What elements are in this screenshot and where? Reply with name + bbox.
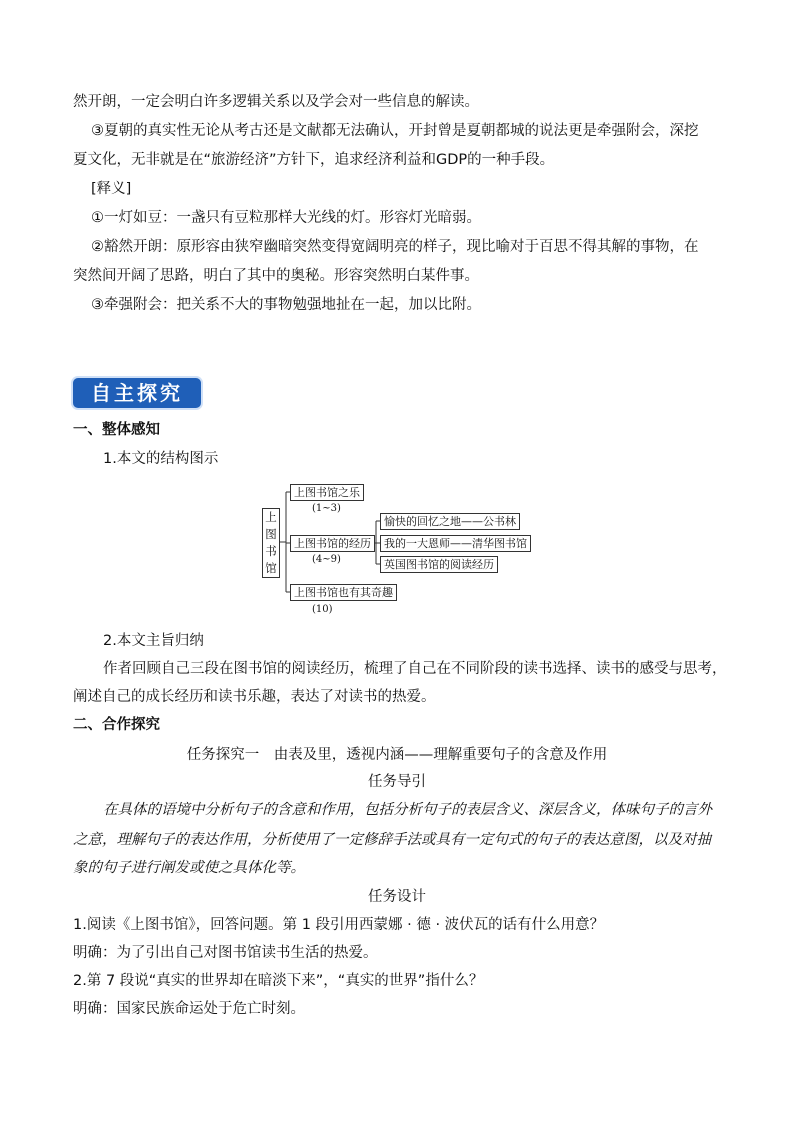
part-heading: 一、整体感知	[73, 422, 160, 438]
glossary-item: ①一灯如豆：一盏只有豆粒那样大光线的灯。形容灯光暗弱。	[91, 210, 481, 226]
text-line: 然开朗，一定会明白许多逻辑关系以及学会对一些信息的解读。	[73, 94, 479, 110]
answer: 明确：国家民族命运处于危亡时刻。	[73, 1001, 305, 1017]
diagram-sub-item: 我的一大恩师——清华图书馆	[380, 535, 531, 552]
root-char: 馆	[265, 561, 277, 575]
diagram-sub-item: 愉快的回忆之地——公书林	[380, 513, 520, 530]
guide-text: 之意，理解句子的表达作用，分析使用了一定修辞手法或具有一定句式的句子的表达意图，以及对抽	[73, 832, 711, 848]
sub-heading: 2.本文主旨归纳	[103, 633, 204, 649]
diagram-branch: 上图书馆也有其奇趣	[290, 584, 397, 601]
diagram-sub-item: 英国图书馆的阅读经历	[380, 556, 498, 573]
diagram-branch: 上图书馆的经历	[290, 535, 375, 552]
diagram-branch-range: (10)	[312, 604, 333, 615]
guide-text: 象的句子进行阐发或使之具体化等。	[73, 860, 305, 876]
section-banner: 自主探究	[73, 378, 201, 408]
task-title: 任务探究一 由表及里，透视内涵——理解重要句子的含意及作用	[186, 747, 608, 763]
root-char: 图	[265, 527, 277, 541]
part-heading: 二、合作探究	[73, 717, 160, 733]
design-heading: 任务设计	[368, 889, 426, 905]
diagram-branch-range: (1~3)	[312, 503, 341, 514]
root-char: 书	[265, 544, 277, 558]
structure-diagram	[250, 476, 550, 621]
diagram-branch: 上图书馆之乐	[290, 484, 364, 501]
text-line: 夏文化，无非就是在“旅游经济”方针下，追求经济利益和GDP的一种手段。	[73, 152, 555, 168]
answer: 明确：为了引出自己对图书馆读书生活的热爱。	[73, 945, 378, 961]
diagram-branch-range: (4~9)	[312, 554, 341, 565]
diagram-root	[262, 508, 280, 578]
guide-text: 在具体的语境中分析句子的含意和作用，包括分析句子的表层含义、深层含义，体味句子的言外	[103, 802, 712, 818]
guide-heading: 任务导引	[368, 774, 426, 790]
text-line: 阐述自己的成长经历和读书乐趣，表达了对读书的热爱。	[73, 689, 436, 705]
text-line: 作者回顾自己三段在图书馆的阅读经历，梳理了自己在不同阶段的读书选择、读书的感受与思考，	[103, 661, 727, 677]
question: 2.第 7 段说“真实的世界却在暗淡下来”，“真实的世界”指什么？	[73, 973, 484, 989]
glossary-item: ③牵强附会：把关系不大的事物勉强地扯在一起，加以比附。	[91, 297, 481, 313]
root-char: 上	[265, 510, 277, 524]
text-line: ③夏朝的真实性无论从考古还是文献都无法确认，开封曾是夏朝都城的说法更是牵强附会，深挖	[91, 123, 699, 139]
glossary-heading: [释义]	[91, 181, 132, 197]
question: 1.阅读《上图书馆》，回答问题。第 1 段引用西蒙娜 · 德 · 波伏瓦的话有什么用意？	[73, 917, 605, 933]
sub-heading: 1.本文的结构图示	[103, 451, 219, 467]
glossary-item: ②豁然开朗：原形容由狭窄幽暗突然变得宽阔明亮的样子，现比喻对于百思不得其解的事物，在	[91, 239, 699, 255]
glossary-item: 突然间开阔了思路，明白了其中的奥秘。形容突然明白某件事。	[73, 268, 479, 284]
